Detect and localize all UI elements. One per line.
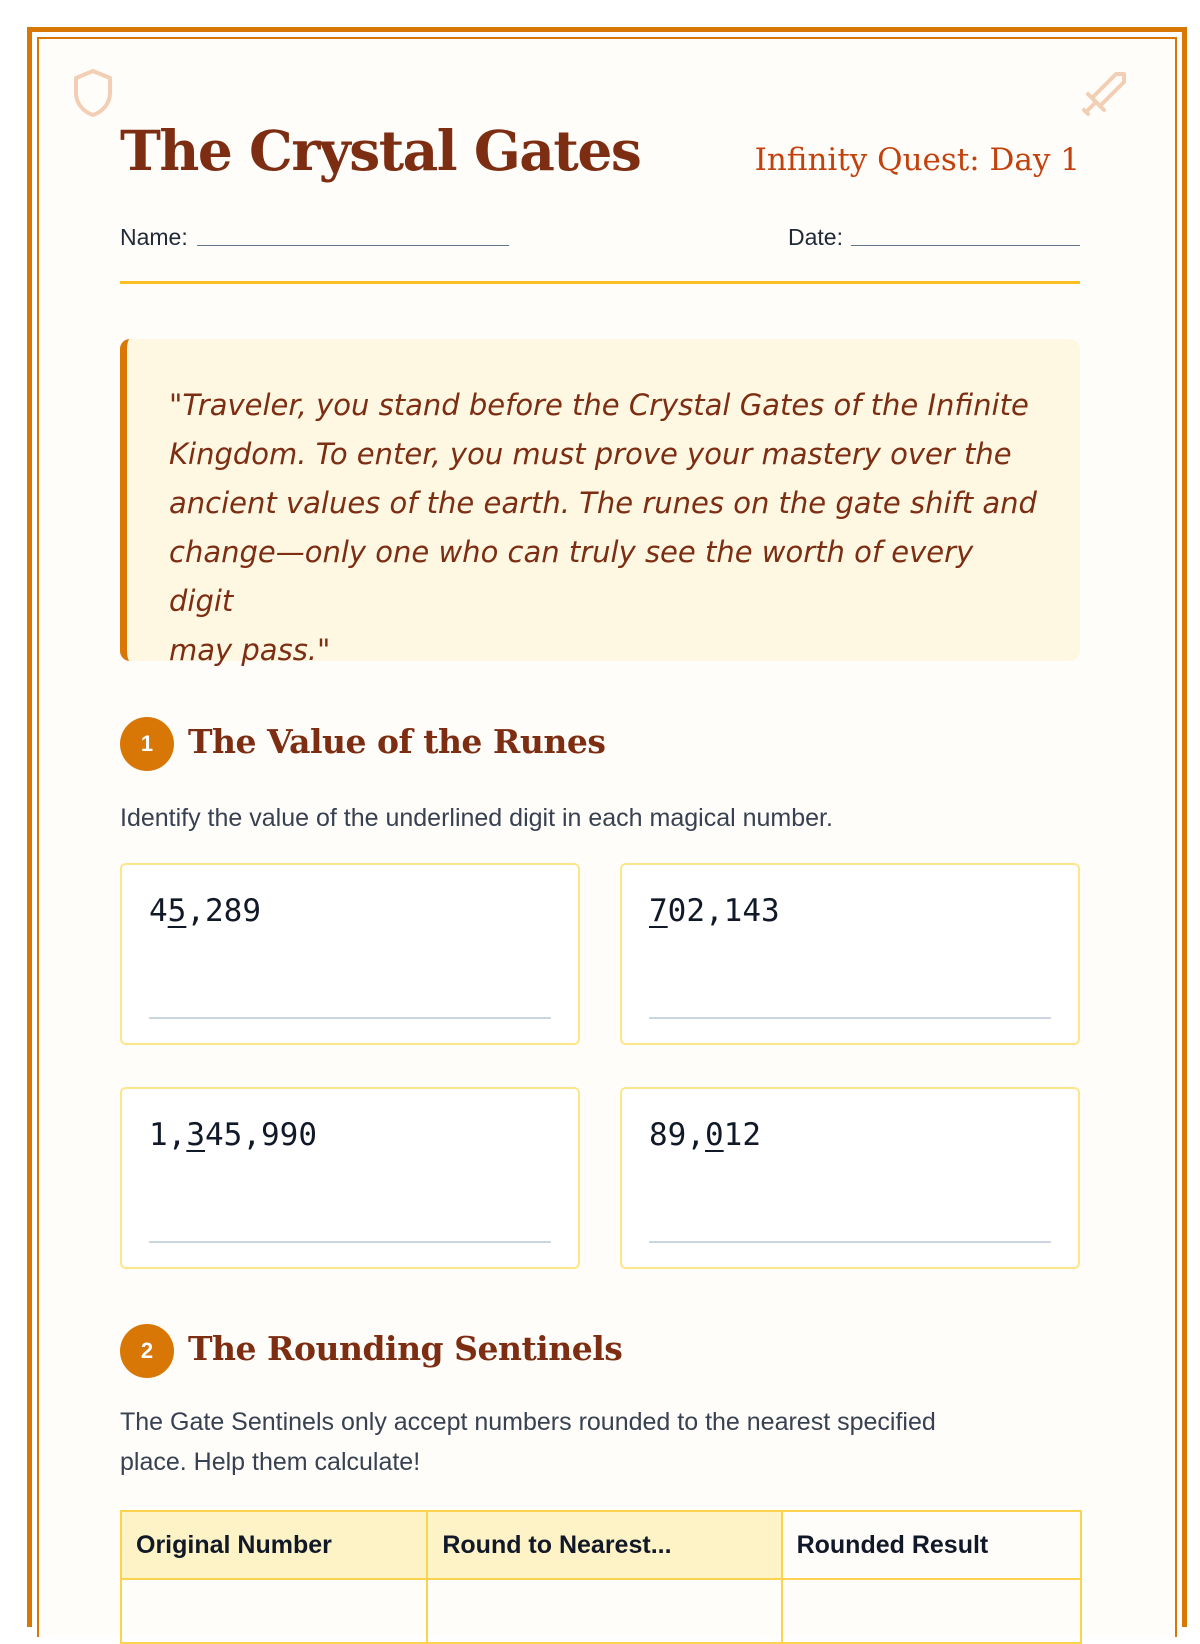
problem-number: 1,345,990 [149, 1117, 317, 1153]
underlined-digit: 7 [649, 893, 668, 929]
problem-card [120, 1087, 580, 1269]
underlined-digit: 5 [167, 893, 187, 929]
table-cell [121, 1579, 427, 1643]
page-title: The Crystal Gates [120, 118, 641, 183]
underlined-digit: 3 [186, 1117, 205, 1153]
table-cell [427, 1579, 781, 1643]
section-1-title: The Value of the Runes [188, 722, 606, 761]
problem-card [120, 863, 580, 1045]
sword-icon [1080, 70, 1128, 118]
section-1-badge: 1 [120, 717, 174, 771]
quest-subtitle: Infinity Quest: Day 1 [754, 142, 1080, 178]
section-1-instructions: Identify the value of the underlined digit in each magical number. [120, 804, 833, 832]
column-header-original: Original Number [121, 1511, 427, 1579]
shield-icon [72, 68, 114, 118]
problem-card [620, 863, 1080, 1045]
problem-card [620, 1087, 1080, 1269]
section-2-badge: 2 [120, 1324, 174, 1378]
column-header-result: Rounded Result [782, 1511, 1081, 1579]
section-2-instructions: The Gate Sentinels only accept numbers rounded to the nearest specified place. Help them calculate! [120, 1408, 936, 1476]
answer-line[interactable] [649, 1017, 1051, 1019]
name-label: Name: [120, 224, 188, 250]
date-field[interactable] [851, 245, 1080, 246]
column-header-round-to: Round to Nearest... [427, 1511, 781, 1579]
answer-line[interactable] [649, 1241, 1051, 1243]
section-2-title: The Rounding Sentinels [188, 1329, 623, 1368]
intro-quote-box [120, 339, 1080, 667]
name-field[interactable] [197, 245, 509, 246]
problem-number: 702,143 [649, 893, 780, 929]
table-row [121, 1579, 1081, 1643]
rounding-table [120, 1510, 1082, 1644]
date-label: Date: [788, 224, 843, 250]
problem-number: 45,289 [149, 893, 261, 929]
problem-number: 89,012 [649, 1117, 761, 1153]
underlined-digit: 0 [705, 1117, 724, 1153]
answer-line[interactable] [149, 1017, 551, 1019]
table-header-row [121, 1511, 1081, 1579]
intro-quote: "Traveler, you stand before the Crystal Gates of the Infinite Kingdom. To enter, you must prove your mastery over the ancient values of the earth. The runes on the gate shift and change—only one who can truly see the worth of every digit may pass." [169, 388, 1037, 667]
header-divider [120, 281, 1080, 284]
answer-cell[interactable] [782, 1579, 1081, 1643]
answer-line[interactable] [149, 1241, 551, 1243]
